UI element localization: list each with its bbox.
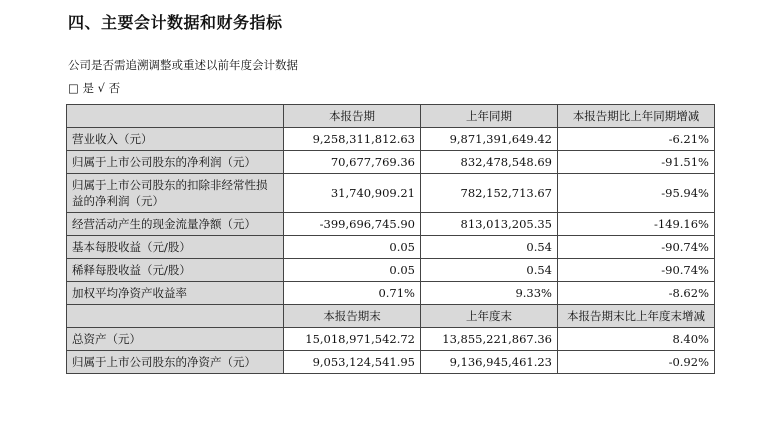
row-label-cell: 加权平均净资产收益率 (67, 282, 284, 305)
value-cell: 15,018,971,542.72 (284, 328, 421, 351)
table-row (67, 259, 715, 282)
value-cell: -149.16% (558, 213, 715, 236)
table-row (67, 213, 715, 236)
row-label-cell: 营业收入（元） (67, 128, 284, 151)
value-cell: 0.54 (421, 236, 558, 259)
header-cell: 上年度末 (421, 305, 558, 328)
value-cell: 9,871,391,649.42 (421, 128, 558, 151)
header-cell-blank (67, 305, 284, 328)
header-cell: 本报告期 (284, 105, 421, 128)
table-row (67, 151, 715, 174)
row-label-cell: 总资产（元） (67, 328, 284, 351)
value-cell: 782,152,713.67 (421, 174, 558, 213)
value-cell: -6.21% (558, 128, 715, 151)
value-cell: 9.33% (421, 282, 558, 305)
table-row (67, 174, 715, 213)
row-label-cell: 归属于上市公司股东的净资产（元） (67, 351, 284, 374)
table-header-row (67, 305, 715, 328)
value-cell: 9,136,945,461.23 (421, 351, 558, 374)
value-cell: -8.62% (558, 282, 715, 305)
value-cell: 13,855,221,867.36 (421, 328, 558, 351)
value-cell: 9,053,124,541.95 (284, 351, 421, 374)
value-cell: -90.74% (558, 259, 715, 282)
value-cell: -91.51% (558, 151, 715, 174)
header-cell: 本报告期比上年同期增减 (558, 105, 715, 128)
row-label-cell: 归属于上市公司股东的净利润（元） (67, 151, 284, 174)
value-cell: 0.54 (421, 259, 558, 282)
value-cell: 0.71% (284, 282, 421, 305)
value-cell: 9,258,311,812.63 (284, 128, 421, 151)
value-cell: -90.74% (558, 236, 715, 259)
row-label-cell: 经营活动产生的现金流量净额（元） (67, 213, 284, 236)
table-row (67, 328, 715, 351)
header-cell-blank (67, 105, 284, 128)
restatement-choice: □ 是 √ 否 (68, 81, 121, 95)
table-row (67, 282, 715, 305)
row-label-cell: 稀释每股收益（元/股） (67, 259, 284, 282)
value-cell: 70,677,769.36 (284, 151, 421, 174)
table-row (67, 128, 715, 151)
section-title: 四、主要会计数据和财务指标 (68, 13, 283, 32)
value-cell: 31,740,909.21 (284, 174, 421, 213)
value-cell: 832,478,548.69 (421, 151, 558, 174)
row-label-cell: 基本每股收益（元/股） (67, 236, 284, 259)
value-cell: 0.05 (284, 259, 421, 282)
header-cell: 上年同期 (421, 105, 558, 128)
table-row (67, 351, 715, 374)
value-cell: -0.92% (558, 351, 715, 374)
header-cell: 本报告期末比上年度末增减 (558, 305, 715, 328)
table-row (67, 236, 715, 259)
value-cell: 8.40% (558, 328, 715, 351)
row-label-cell: 归属于上市公司股东的扣除非经常性损益的净利润（元） (67, 174, 284, 213)
value-cell: -399,696,745.90 (284, 213, 421, 236)
table-header-row (67, 105, 715, 128)
value-cell: 813,013,205.35 (421, 213, 558, 236)
header-cell: 本报告期末 (284, 305, 421, 328)
value-cell: -95.94% (558, 174, 715, 213)
financial-data-table (66, 104, 715, 374)
restatement-question: 公司是否需追溯调整或重述以前年度会计数据 (68, 58, 298, 72)
value-cell: 0.05 (284, 236, 421, 259)
